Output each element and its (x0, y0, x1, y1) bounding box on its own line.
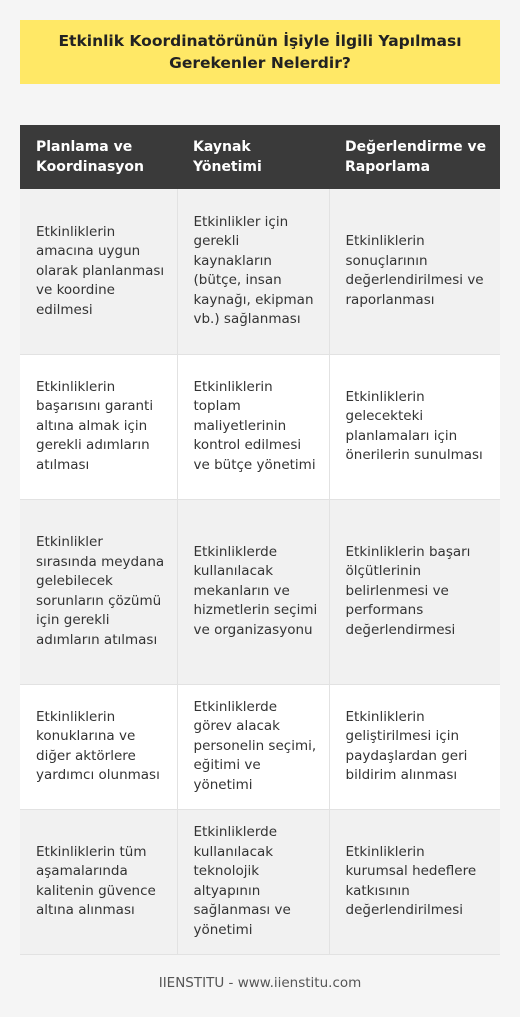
table-cell: Etkinliklerde kullanılacak teknolojik altyapının sağlanması ve yönetimi (177, 809, 329, 954)
page-title: Etkinlik Koordinatörünün İşiyle İlgili Yapılması Gerekenler Nelerdir? (58, 32, 462, 72)
table-cell: Etkinliklerin kurumsal hedeflere katkısının değerlendirilmesi (329, 809, 500, 954)
table-cell: Etkinliklerde görev alacak personelin seçimi, eğitimi ve yönetimi (177, 684, 329, 809)
table-cell: Etkinliklerin başarısını garanti altına almak için gerekli adımların atılması (20, 354, 177, 499)
table-cell: Etkinliklerin amacına uygun olarak planlanması ve koordine edilmesi (20, 189, 177, 354)
column-header-resources: Kaynak Yönetimi (177, 125, 329, 189)
table-cell: Etkinliklerin konuklarına ve diğer aktörlere yardımcı olunması (20, 684, 177, 809)
table-cell: Etkinliklerin sonuçlarının değerlendirilmesi ve raporlanması (329, 189, 500, 354)
table-header-row (20, 125, 500, 189)
table-row (20, 499, 500, 684)
footer-credit: IIENSTITU - www.iienstitu.com (158, 975, 362, 991)
coordinator-tasks-table (20, 125, 500, 955)
table-row (20, 684, 500, 809)
table-cell: Etkinliklerin tüm aşamalarında kalitenin güvence altına alınması (20, 809, 177, 954)
table-cell: Etkinlikler için gerekli kaynakların (bütçe, insan kaynağı, ekipman vb.) sağlanması (177, 189, 329, 354)
table-cell: Etkinlikler sırasında meydana gelebilecek sorunların çözümü için gerekli adımların atılması (20, 499, 177, 684)
table-cell: Etkinliklerin gelecekteki planlamaları için önerilerin sunulması (329, 354, 500, 499)
table-row (20, 809, 500, 954)
table-cell: Etkinliklerde kullanılacak mekanların ve hizmetlerin seçimi ve organizasyonu (177, 499, 329, 684)
table-row (20, 354, 500, 499)
title-banner (20, 20, 500, 84)
table-row (20, 189, 500, 354)
column-header-planning: Planlama ve Koordinasyon (20, 125, 177, 189)
column-header-evaluation: Değerlendirme ve Raporlama (329, 125, 500, 189)
table-cell: Etkinliklerin toplam maliyetlerinin kontrol edilmesi ve bütçe yönetimi (177, 354, 329, 499)
table-cell: Etkinliklerin geliştirilmesi için paydaşlardan geri bildirim alınması (329, 684, 500, 809)
table-cell: Etkinliklerin başarı ölçütlerinin belirlenmesi ve performans değerlendirmesi (329, 499, 500, 684)
